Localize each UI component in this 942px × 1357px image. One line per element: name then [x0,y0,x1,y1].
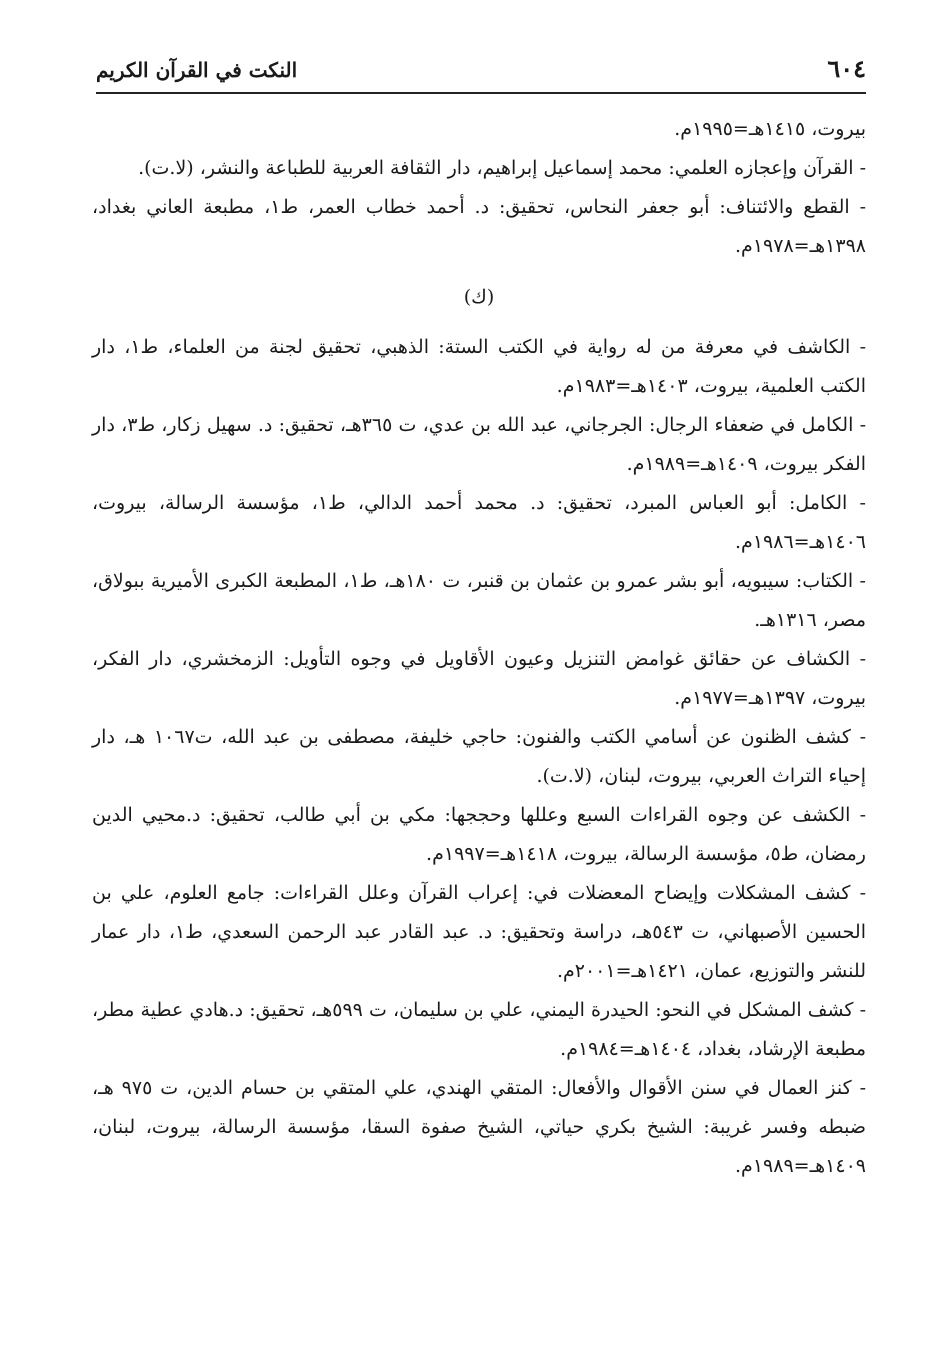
bibliography-entry: - القرآن وإعجازه العلمي: محمد إسماعيل إبراهيم، دار الثقافة العربية للطباعة والنشر، (لا.ت). [138,157,866,179]
page-header [96,50,866,94]
page-number: ٦٠٤ [827,54,866,83]
bibliography-entry: - القطع والائتناف: أبو جعفر النحاس، تحقيق: د. أحمد خطاب العمر، ط١، مطبعة العاني بغداد، ١٣٩٨هـ=١٩٧٨م. [92,196,866,257]
running-title: النكت في القرآن الكريم [96,58,298,82]
bibliography-entry: - الكامل في ضعفاء الرجال: الجرجاني، عبد الله بن عدي، ت ٣٦٥هـ، تحقيق: د. سهيل زكار، ط٣، دار الفكر بيروت، ١٤٠٩هـ=١٩٨٩م. [92,414,867,475]
bibliography-entry: - الكاشف في معرفة من له رواية في الكتب الستة: الذهبي، تحقيق لجنة من العلماء، ط١، دار الكتب العلمية، بيروت، ١٤٠٣هـ=١٩٨٣م. [92,336,866,397]
bibliography-entry: - كنز العمال في سنن الأقوال والأفعال: المتقي الهندي، علي المتقي بن حسام الدين، ت ٩٧٥ هـ، ضبطه وفسر غريبة: الشيخ بكري حياتي، الشيخ صفوة السقا، مؤسسة الرسالة، بيروت، لبنان، ١٤٠٩هـ=١٩٨٩م. [92,1077,866,1177]
section-heading-kaf: (ك) [463,286,495,308]
bibliography-entry: - الكشف عن وجوه القراءات السبع وعللها وحججها: مكي بن أبي طالب، تحقيق: د.محيي الدين رمضان، ط٥، مؤسسة الرسالة، بيروت، ١٤١٨هـ=١٩٩٧م. [92,804,866,865]
bibliography-entry: - الكامل: أبو العباس المبرد، تحقيق: د. محمد أحمد الدالي، ط١، مؤسسة الرسالة، بيروت، ١٤٠٦هـ=١٩٨٦م. [92,492,866,553]
bibliography-entry: - كشف المشكل في النحو: الحيدرة اليمني، علي بن سليمان، ت ٥٩٩هـ، تحقيق: د.هادي عطية مطر، مطبعة الإرشاد، بغداد، ١٤٠٤هـ=١٩٨٤م. [92,999,866,1060]
bibliography-entry: بيروت، ١٤١٥هـ=١٩٩٥م. [674,118,866,140]
bibliography-body [92,110,866,1186]
header-rule [96,92,866,94]
bibliography-entry: - الكشاف عن حقائق غوامض التنزيل وعيون الأقاويل في وجوه التأويل: الزمخشري، دار الفكر، بيروت، ١٣٩٧هـ=١٩٧٧م. [92,648,866,709]
bibliography-entry: - الكتاب: سيبويه، أبو بشر عمرو بن عثمان بن قنبر، ت ١٨٠هـ، ط١، المطبعة الكبرى الأميرية ببولاق، مصر، ١٣١٦هـ. [92,570,866,631]
bibliography-entry: - كشف المشكلات وإيضاح المعضلات في: إعراب القرآن وعلل القراءات: جامع العلوم، علي بن الحسين الأصبهاني، ت ٥٤٣هـ، دراسة وتحقيق: د. عبد القادر عبد الرحمن السعدي، ط١، دار عمار للنشر والتوزيع، عمان، ١٤٢١هـ=٢٠٠١م. [92,882,866,982]
bibliography-entry: - كشف الظنون عن أسامي الكتب والفنون: حاجي خليفة، مصطفى بن عبد الله، ت١٠٦٧ هـ، دار إحياء التراث العربي، بيروت، لبنان، (لا.ت). [92,726,866,787]
